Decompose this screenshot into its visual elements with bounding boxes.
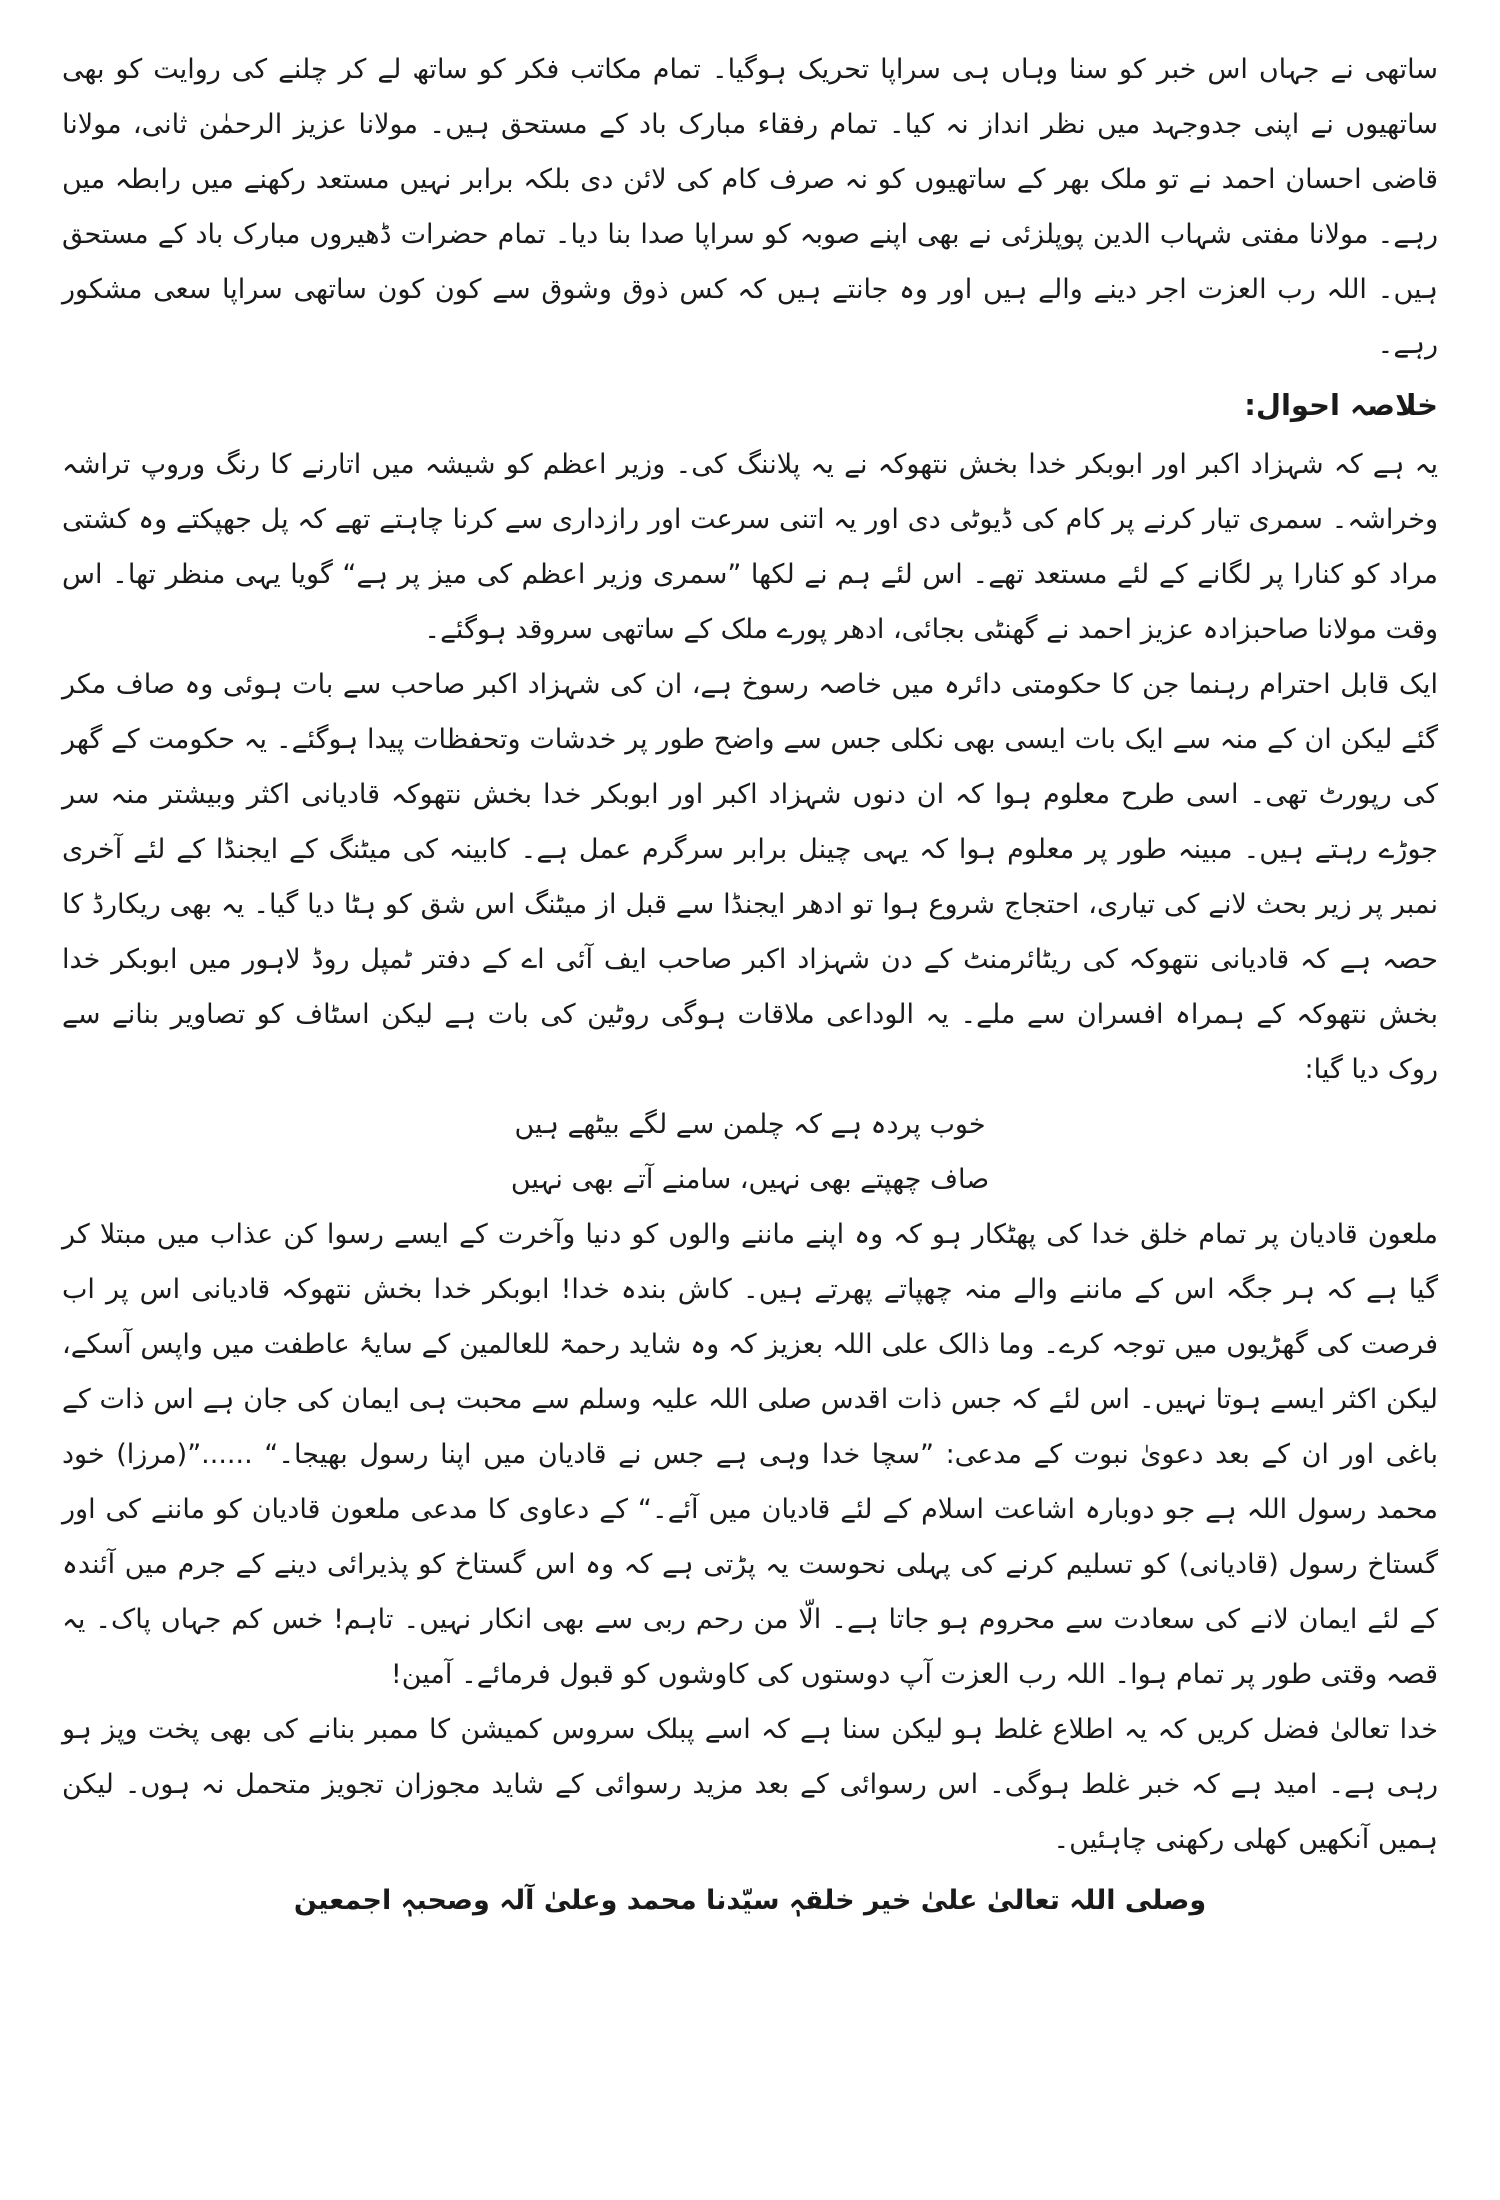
poetry-verse: صاف چھپتے بھی نہیں، سامنے آتے بھی نہیں — [510, 1164, 990, 1195]
section-heading: خلاصہ احوال: — [1244, 388, 1438, 422]
paragraph: یہ ہے کہ شہزاد اکبر اور ابوبکر خدا بخش نتھوکہ نے یہ پلاننگ کی۔ وزیر اعظم کو شیشہ میں اتارنے کا رنگ وروپ تراشہ وخراشہ۔ سمری تیار کرنے پر کام کی ڈیوٹی دی اور یہ اتنی سرعت اور رازداری سے کرنا چاہتے تھے کہ پل جھپکتے وہ کشتی مراد کو کنارا پر لگانے کے لئے مستعد تھے۔ اس لئے ہم نے لکھا ”سمری وزیر اعظم کی میز پر ہے“ گویا یہی منظر تھا۔ اس وقت مولانا صاحبزادہ عزیز احمد نے گھنٹی بجائی، ادھر پورے ملک کے ساتھی سروقد ہوگئے۔ — [62, 449, 1438, 645]
paragraph: ساتھی نے جہاں اس خبر کو سنا وہاں ہی سراپا تحریک ہوگیا۔ تمام مکاتب فکر کو ساتھ لے کر چلنے کی روایت کو بھی ساتھیوں نے اپنی جدوجہد میں نظر انداز نہ کیا۔ تمام رفقاء مبارک باد کے مستحق ہیں۔ مولانا عزیز الرحمٰن ثانی، مولانا قاضی احسان احمد نے تو ملک بھر کے ساتھیوں کو نہ صرف کام کی لائن دی بلکہ برابر نہیں مستعد رکھنے میں رابطہ میں رہے۔ مولانا مفتی شہاب الدین پوپلزئی نے بھی اپنے صوبہ کو سراپا صدا بنا دیا۔ تمام حضرات ڈھیروں مبارک باد کے مستحق ہیں۔ اللہ رب العزت اجر دینے والے ہیں اور وہ جانتے ہیں کہ کس ذوق وشوق سے کون کون ساتھی سراپا سعی مشکور رہے۔ — [62, 54, 1438, 360]
paragraph: ملعون قادیان پر تمام خلق خدا کی پھٹکار ہو کہ وہ اپنے ماننے والوں کو دنیا وآخرت کے ایسے رسوا کن عذاب میں مبتلا کر گیا ہے کہ ہر جگہ اس کے ماننے والے منہ چھپاتے پھرتے ہیں۔ کاش بندہ خدا! ابوبکر خدا بخش نتھوکہ قادیانی اس پر اب فرصت کی گھڑیوں میں توجہ کرے۔ وما ذالک علی اللہ بعزیز کہ وہ شاید رحمۃ للعالمین کے سایۂ عاطفت میں واپس آسکے، لیکن اکثر ایسے ہوتا نہیں۔ اس لئے کہ جس ذات اقدس صلی اللہ علیہ وسلم سے محبت ہی ایمان کی جان ہے اس ذات کے باغی اور ان کے بعد دعویٰ نبوت کے مدعی: ”سچا خدا وہی ہے جس نے قادیان میں اپنا رسول بھیجا۔“ ......”(مرزا) خود محمد رسول اللہ ہے جو دوبارہ اشاعت اسلام کے لئے قادیان میں آئے۔“ کے دعاوی کا مدعی ملعون قادیان کو ماننے کی اور گستاخ رسول (قادیانی) کو تسلیم کرنے کی پہلی نحوست یہ پڑتی ہے کہ وہ اس گستاخ کو پذیرائی دینے کے جرم میں آئندہ کے لئے ایمان لانے کی سعادت سے محروم ہو جاتا ہے۔ الّا من رحم ربی سے بھی انکار نہیں۔ تاہم! خس کم جہاں پاک۔ یہ قصہ وقتی طور پر تمام ہوا۔ اللہ رب العزت آپ دوستوں کی کاوشوں کو قبول فرمائے۔ آمین! — [62, 1219, 1438, 1690]
closing-salutation: وصلی اللہ تعالیٰ علیٰ خیر خلقہٖ سیّدنا محمد وعلیٰ آلہ وصحبہٖ اجمعین — [293, 1885, 1207, 1916]
paragraph: خدا تعالیٰ فضل کریں کہ یہ اطلاع غلط ہو لیکن سنا ہے کہ اسے پبلک سروس کمیشن کا ممبر بنانے کی بھی پخت وپز ہو رہی ہے۔ امید ہے کہ خبر غلط ہوگی۔ اس رسوائی کے بعد مزید رسوائی کے شاید مجوزان تجویز متحمل نہ ہوں۔ لیکن ہمیں آنکھیں کھلی رکھنی چاہئیں۔ — [62, 1714, 1438, 1855]
poetry-verse: خوب پردہ ہے کہ چلمن سے لگے بیٹھے ہیں — [514, 1109, 986, 1140]
paragraph: ایک قابل احترام رہنما جن کا حکومتی دائرہ میں خاصہ رسوخ ہے، ان کی شہزاد اکبر صاحب سے بات ہوئی وہ صاف مکر گئے لیکن ان کے منہ سے ایک بات ایسی بھی نکلی جس سے واضح طور پر خدشات وتحفظات پیدا ہوگئے۔ یہ حکومت کے گھر کی رپورٹ تھی۔ اسی طرح معلوم ہوا کہ ان دنوں شہزاد اکبر اور ابوبکر خدا بخش نتھوکہ قادیانی اکثر وبیشتر منہ سر جوڑے رہتے ہیں۔ مبینہ طور پر معلوم ہوا کہ یہی چینل برابر سرگرم عمل ہے۔ کابینہ کی میٹنگ کے ایجنڈا کے لئے آخری نمبر پر زیر بحث لانے کی تیاری، احتجاج شروع ہوا تو ادھر ایجنڈا سے قبل از میٹنگ اس شق کو ہٹا دیا گیا۔ یہ بھی ریکارڈ کا حصہ ہے کہ قادیانی نتھوکہ کی ریٹائرمنٹ کے دن شہزاد اکبر صاحب ایف آئی اے کے دفتر ٹمپل روڈ لاہور میں ابوبکر خدا بخش نتھوکہ کے ہمراہ افسران سے ملے۔ یہ الوداعی ملاقات ہوگی روٹین کی بات ہے لیکن اسٹاف کو تصاویر بنانے سے روک دیا گیا: — [62, 669, 1438, 1085]
